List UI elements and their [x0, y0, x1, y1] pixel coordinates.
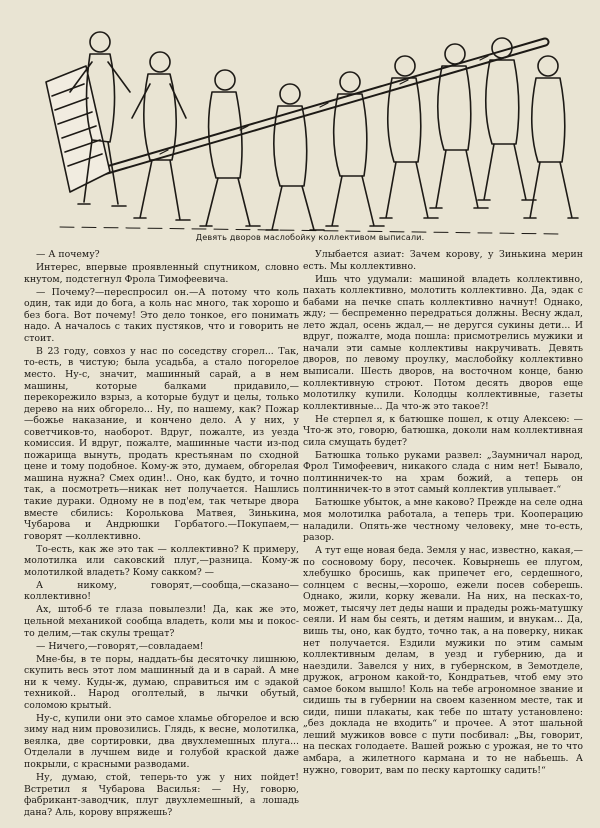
paragraph: Ишь что удумали: машиной владеть коллективно, пахать коллективно, молотить коллективно. Да, эдак с бабами на печке спать коллективно начнут! Однако, жду; — беспременно передраться должны. Весну ждал, лето ждал, осень ждал,— не деругся сукины дети... И вдруг, пожалте, мода пошла: присмотрелись мужики и начали эти самые коллективы накручивать. Девять дворов, по левому проулку, маслобойку коллективно выписали. Шесть дворов, на восточном конце, баню коллективную строют. Потом десять дворов еще молотилку купили. Колодцы коллективные, газеты коллективные... Да что-ж это такое?!: [303, 273, 583, 412]
paragraph: А никому, говорят,—сообща,—сказано—коллективно!: [24, 579, 299, 603]
paragraph: Батюшка только руками развел: „Заумничал народ, Фрол Тимофеевич, никакого слада с ним нет! Бывало, полтинничек-то на храм божий, а теперь он полтинничек-то в этот самый коллектив уплывает.“: [303, 449, 583, 496]
peasants-carrying-beam-drawing: [40, 22, 580, 237]
paragraph: В 23 году, совхоз у нас по соседству сгорел... Так, то-есть, в чистую; была усадьба, а стало погорелое место. Ну-с, значит, машинный сарай, а в нем машины, которые балками придавило,— перекорежило взрыз, а которые будут и целы, только дерево на них обгорело... Ну, по нашему, как? Пожар—божье наказание, и кончено дело. А у них, у советчиков-то, наоборот. Вдруг, пожалте, из уезда комиссия. И вдруг, пожалте, машинные части из-под пожарища вынуть, продать крестьянам по сходной цене и тому подобное. Кому-ж это, думаем, обгорелая машина нужна? Смех один!.. Оно, как будто, и точно так, а посмотреть—никак нет получается. Нашлись такие дураки. Одному не в под'ем, так четыре двора вместе сбились: Королькова Матвея, Зинькина, Чубарова и Андрюшки Горбатого.—Покупаем,— говорят —коллективно.: [24, 345, 299, 542]
paragraph: Мне-бы, в те поры, наддать-бы десяточку лишнюю, скупить весь этот лом машинный да и в сарай. А мне ни к чему. Куды-ж, думаю, справиться им с эдакой техникой.. Народ оголтелый, в лычки обутый, соломою крытый.: [24, 653, 299, 711]
illustration-caption: Девять дворов маслобойку коллективом выписали.: [195, 232, 425, 242]
paragraph: — Почему?—переспросил он.—А потому что коль один, так иди до бога, а коль нас много, так хорошо и без бога. Вот почему! Это дело тонкое, его понимать надо. А началось с таких пустяков, что и говорить не стоит.: [24, 286, 299, 344]
paragraph: — Ничего,—говорят,—совладаем!: [36, 640, 204, 652]
paragraph: А тут еще новая беда. Земля у нас, известно, какая,—по сосновому бору, песочек. Ковырнешь ее плугом, хлебушко бросишь, как припечет его, сердешного, солнцем с весны,—хорошо, ежели посев соберешь. Однако, жили, корку жевали. На них, на песках-то, может, тысячу лет деды наши и прадеды рожь-матушку сеяли. И нам бы сеять, и детям нашим, и внукам... Да, вишь ты, оно, как будто, точно так, а на поверку, никак нет получается. Ездили мужики по этим самым коллективным делам, в уезд и губернию, да и наездили. Завелся у них, в губернском, в Земотделе, дружок, агроном какой-то, Кондратьев, чтоб ему это самое боком вышло! Коль на тебе агрономное звание и сидишь ты в губернии на своем казенном месте, так и сиди, пиши плакаты, как тебе по штату установлено: „без доклада не входить“ и прочее. А этот шальной леший мужиков вовсе с пути посбивал: „Вы, говорит, на песках голодаете. Вашей рожью с урожая, не то что амбара, а жилетного кармана и то не набьешь. А нужно, говорит, вам по песку картошку садить!“: [303, 545, 583, 776]
paragraph: Не стерпел я, к батюшке пошел, к отцу Алексею: — Что-ж это, говорю, батюшка, доколи нам коллективная сила смущать будет?: [303, 413, 583, 448]
right-column: [303, 249, 583, 776]
left-column: [24, 249, 299, 818]
paragraph: Ну-с, купили они это самое хламье обгорелое и всю зиму над ним провозились. Глядь, к весне, молотилка, веялка, две сортировки, два двухлемешных плуга... Отделали в лучшем виде и голубой краской даже покрыли, с красными разводами.: [24, 712, 299, 771]
paragraph: Ну, думаю, стой, теперь-то уж у них пойдет! Встретил я Чубарова Василья: — Ну, говорю, фабрикант-заводчик, плуг двухлемешный, а лошадь дана? Аль, корову впряжешь?: [24, 772, 299, 818]
paragraph: Ах, штоб-б те глаза повылезли! Да, как же это, цельной механикой сообща владеть, коли мы и покос-то делим,—так скулы трещат?: [24, 604, 299, 639]
illustration: [40, 22, 580, 237]
paragraph: Батюшке убыток, а мне каково? Прежде на селе одна моя молотилка работала, а теперь три. Кооперацию наладили. Опять-же честному человеку, мне то-есть, разор.: [303, 497, 583, 544]
paragraph: Улыбается азиат: Зачем корову, у Зинькина мерин есть. Мы коллективно.: [303, 249, 583, 272]
paragraph: Интерес, впервые проявленный спутником, словно кнутом, подстегнул Фрола Тимофеевича.: [24, 262, 299, 285]
paragraph: То-есть, как же это так — коллективно? К примеру, молотилка или саковский плуг,—разница. Кому-ж молотилкой владеть? Кому сакком? —: [24, 543, 299, 578]
paragraph: — А почему?: [36, 249, 100, 260]
